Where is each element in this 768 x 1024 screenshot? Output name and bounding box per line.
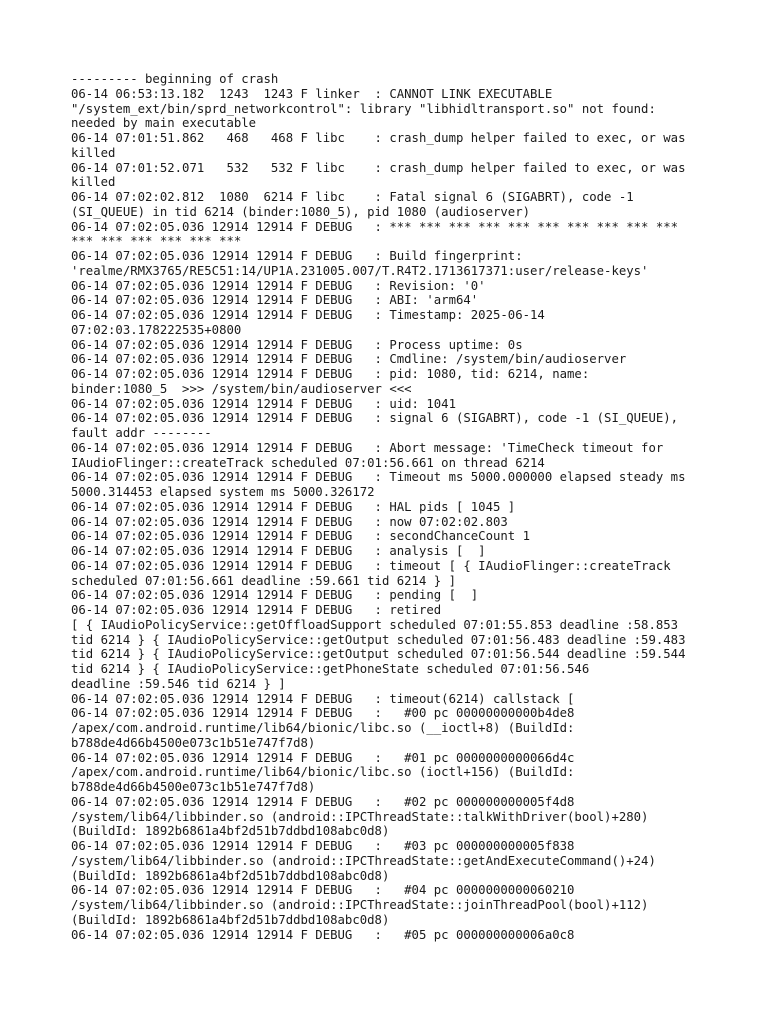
log-line: 06-14 07:02:05.036 12914 12914 F DEBUG : now 07:02:02.803 bbox=[71, 514, 508, 529]
log-line: 07:02:03.178222535+0800 bbox=[71, 322, 242, 337]
crash-log-text bbox=[71, 72, 711, 942]
log-line: tid 6214 } { IAudioPolicyService::getOutput scheduled 07:01:56.483 deadline :59.483 bbox=[71, 632, 686, 647]
log-line: needed by main executable bbox=[71, 116, 257, 131]
log-line: 06-14 07:02:05.036 12914 12914 F DEBUG : Cmdline: /system/bin/audioserver bbox=[71, 352, 627, 367]
log-line: 06-14 07:02:05.036 12914 12914 F DEBUG : secondChanceCount 1 bbox=[71, 529, 531, 544]
log-line: b788de4d66b4500e073c1b51e747f7d8) bbox=[71, 735, 316, 750]
log-line: 06-14 07:01:51.862 468 468 F libc : crash_dump helper failed to exec, or was bbox=[71, 131, 686, 145]
log-line: deadline :59.546 tid 6214 } ] bbox=[71, 676, 286, 691]
log-line: /apex/com.android.runtime/lib64/bionic/libc.so (ioctl+156) (BuildId: bbox=[71, 765, 575, 780]
log-line: 06-14 06:53:13.182 1243 1243 F linker : CANNOT LINK EXECUTABLE bbox=[71, 86, 553, 101]
log-line: tid 6214 } { IAudioPolicyService::getOutput scheduled 07:01:56.544 deadline :59.544 bbox=[71, 647, 686, 662]
log-line: 06-14 07:02:05.036 12914 12914 F DEBUG : retired bbox=[71, 603, 442, 617]
log-line: 06-14 07:02:05.036 12914 12914 F DEBUG : Build fingerprint: bbox=[71, 249, 523, 263]
log-line: *** *** *** *** *** *** bbox=[71, 234, 242, 249]
log-line: 06-14 07:02:05.036 12914 12914 F DEBUG : #04 pc 0000000000060210 bbox=[71, 883, 575, 898]
log-line: 06-14 07:02:05.036 12914 12914 F DEBUG : Timestamp: 2025-06-14 bbox=[71, 308, 545, 322]
log-line: 06-14 07:01:52.071 532 532 F libc : crash_dump helper failed to exec, or was bbox=[71, 160, 686, 175]
log-line: 06-14 07:02:05.036 12914 12914 F DEBUG : signal 6 (SIGABRT), code -1 (SI_QUEUE), bbox=[71, 411, 679, 426]
log-line: 5000.314453 elapsed system ms 5000.326172 bbox=[71, 485, 375, 499]
log-line: 06-14 07:02:05.036 12914 12914 F DEBUG : uid: 1041 bbox=[71, 396, 456, 411]
log-line: 06-14 07:02:05.036 12914 12914 F DEBUG : #02 pc 000000000005f4d8 bbox=[71, 794, 575, 809]
log-line: /system/lib64/libbinder.so (android::IPCThreadState::joinThreadPool(bool)+112) bbox=[71, 898, 649, 912]
log-line: [ { IAudioPolicyService::getOffloadSupport scheduled 07:01:55.853 deadline :58.853 bbox=[71, 617, 679, 632]
log-line: (SI_QUEUE) in tid 6214 (binder:1080_5), pid 1080 (audioserver) bbox=[71, 204, 531, 219]
log-line: "/system_ext/bin/sprd_networkcontrol": library "libhidltransport.so" not found: bbox=[71, 101, 656, 116]
log-line: /apex/com.android.runtime/lib64/bionic/libc.so (__ioctl+8) (BuildId: bbox=[71, 721, 575, 735]
log-line: tid 6214 } { IAudioPolicyService::getPhoneState scheduled 07:01:56.546 bbox=[71, 662, 590, 676]
log-line: 06-14 07:02:05.036 12914 12914 F DEBUG : pid: 1080, tid: 6214, name: bbox=[71, 367, 590, 381]
log-line: 06-14 07:02:05.036 12914 12914 F DEBUG : Abort message: 'TimeCheck timeout for bbox=[71, 440, 664, 455]
log-line: 06-14 07:02:05.036 12914 12914 F DEBUG : ABI: 'arm64' bbox=[71, 293, 479, 308]
log-line: --------- beginning of crash bbox=[71, 72, 279, 86]
log-line: 06-14 07:02:05.036 12914 12914 F DEBUG : timeout(6214) callstack [ bbox=[71, 691, 575, 706]
log-line: 06-14 07:02:05.036 12914 12914 F DEBUG : #03 pc 000000000005f838 bbox=[71, 839, 575, 853]
log-line: 'realme/RMX3765/RE5C51:14/UP1A.231005.007/T.R4T2.1713617371:user/release-keys' bbox=[71, 263, 649, 278]
log-line: 06-14 07:02:05.036 12914 12914 F DEBUG : #05 pc 000000000006a0c8 bbox=[71, 927, 575, 942]
log-line: b788de4d66b4500e073c1b51e747f7d8) bbox=[71, 780, 316, 794]
log-line: binder:1080_5 >>> /system/bin/audioserver <<< bbox=[71, 381, 412, 396]
log-line: 06-14 07:02:05.036 12914 12914 F DEBUG : HAL pids [ 1045 ] bbox=[71, 499, 516, 514]
log-line: 06-14 07:02:05.036 12914 12914 F DEBUG : #00 pc 00000000000b4de8 bbox=[71, 706, 575, 721]
log-line: 06-14 07:02:02.812 1080 6214 F libc : Fatal signal 6 (SIGABRT), code -1 bbox=[71, 190, 634, 204]
log-line: scheduled 07:01:56.661 deadline :59.661 tid 6214 } ] bbox=[71, 573, 456, 588]
log-line: 06-14 07:02:05.036 12914 12914 F DEBUG : *** *** *** *** *** *** *** *** *** *** bbox=[71, 219, 679, 234]
log-line: 06-14 07:02:05.036 12914 12914 F DEBUG : Revision: '0' bbox=[71, 278, 486, 293]
log-line: 06-14 07:02:05.036 12914 12914 F DEBUG : analysis [ ] bbox=[71, 544, 486, 558]
log-line: /system/lib64/libbinder.so (android::IPCThreadState::getAndExecuteCommand()+24) bbox=[71, 853, 656, 868]
log-line: 06-14 07:02:05.036 12914 12914 F DEBUG : Process uptime: 0s bbox=[71, 337, 523, 352]
log-line: /system/lib64/libbinder.so (android::IPCThreadState::talkWithDriver(bool)+280) bbox=[71, 809, 649, 824]
log-line: (BuildId: 1892b6861a4bf2d51b7ddbd108abc0d8) bbox=[71, 868, 390, 883]
log-line: (BuildId: 1892b6861a4bf2d51b7ddbd108abc0d8) bbox=[71, 912, 390, 927]
log-line: 06-14 07:02:05.036 12914 12914 F DEBUG : pending [ ] bbox=[71, 588, 479, 603]
log-line: killed bbox=[71, 145, 116, 160]
log-line: fault addr -------- bbox=[71, 426, 212, 440]
log-line: 06-14 07:02:05.036 12914 12914 F DEBUG : Timeout ms 5000.000000 elapsed steady ms bbox=[71, 470, 686, 485]
log-line: (BuildId: 1892b6861a4bf2d51b7ddbd108abc0d8) bbox=[71, 824, 390, 839]
log-line: 06-14 07:02:05.036 12914 12914 F DEBUG : #01 pc 0000000000066d4c bbox=[71, 750, 575, 765]
log-line: IAudioFlinger::createTrack scheduled 07:01:56.661 on thread 6214 bbox=[71, 455, 545, 470]
log-line: 06-14 07:02:05.036 12914 12914 F DEBUG : timeout [ { IAudioFlinger::createTrack bbox=[71, 558, 671, 573]
log-line: killed bbox=[71, 175, 116, 190]
